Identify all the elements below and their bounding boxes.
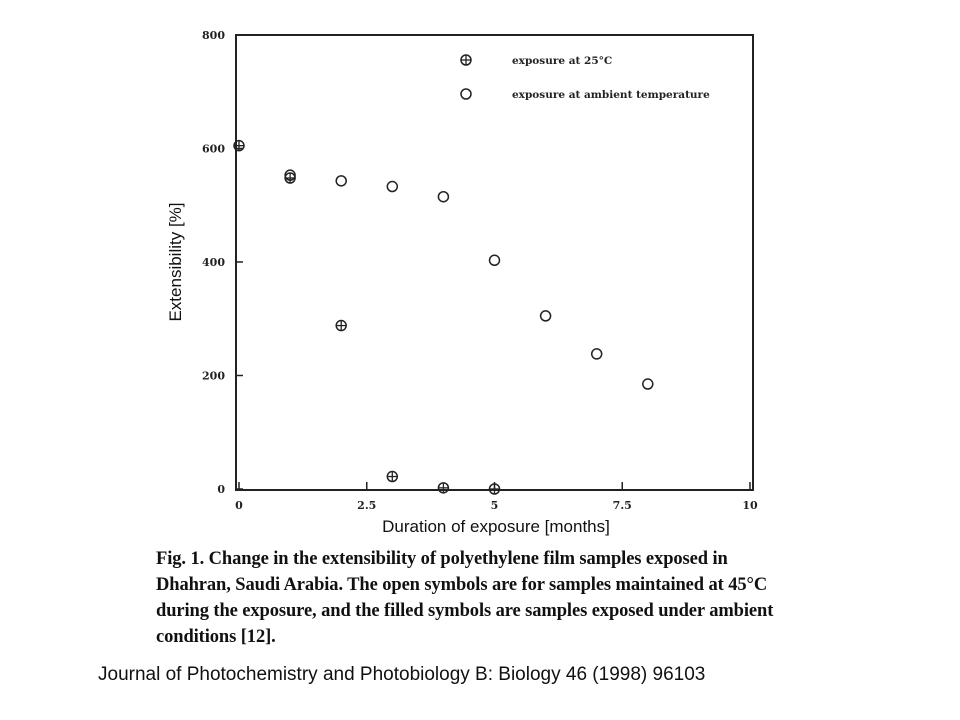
x-axis-label: Duration of exposure [months] [382, 517, 610, 536]
data-point-series-2 [336, 176, 346, 186]
y-tick-label: 0 [217, 483, 225, 496]
legend-label-series-2: exposure at ambient temperature [512, 89, 710, 101]
plot-frame [236, 35, 753, 490]
figure-caption [156, 546, 796, 650]
x-tick-label: 5 [490, 499, 499, 512]
data-point-series-1 [234, 141, 244, 151]
data-point-series-1 [438, 483, 448, 493]
x-tick-label: 7.5 [612, 499, 632, 512]
data-point-series-2 [438, 192, 448, 202]
data-point-series-2 [387, 182, 397, 192]
figure-caption-lead: Fig. 1. [156, 549, 205, 569]
y-axis-label: Extensibility [%] [166, 202, 185, 322]
data-point-series-1 [387, 472, 397, 482]
data-point-series-1 [336, 321, 346, 331]
data-point-series-2 [490, 255, 500, 265]
y-tick-label: 400 [202, 256, 225, 269]
legend-marker-series-1 [461, 55, 471, 65]
legend-marker-series-2 [461, 89, 471, 99]
data-point-series-2 [592, 349, 602, 359]
legend-label-series-1: exposure at 25°C [512, 55, 613, 67]
data-point-series-2 [643, 379, 653, 389]
data-point-series-1 [490, 484, 500, 494]
data-point-series-2 [541, 311, 551, 321]
y-tick-label: 600 [202, 142, 225, 156]
x-tick-label: 0 [235, 499, 243, 512]
y-tick-label: 200 [202, 369, 225, 383]
x-tick-label: 10 [742, 499, 758, 512]
y-tick-label: 800 [202, 29, 225, 42]
figure-caption-text: Change in the extensibility of polyethylene film samples exposed in Dhahran, Saudi Arabia. The open symbols are for samples maintained at 45°C during the exposure, and the filled symbols are samples exposed under ambient conditions [12]. [156, 549, 774, 647]
x-tick-label: 2.5 [357, 499, 377, 512]
source-citation: Journal of Photochemistry and Photobiology B: Biology 46 (1998) 96103 [98, 664, 706, 685]
